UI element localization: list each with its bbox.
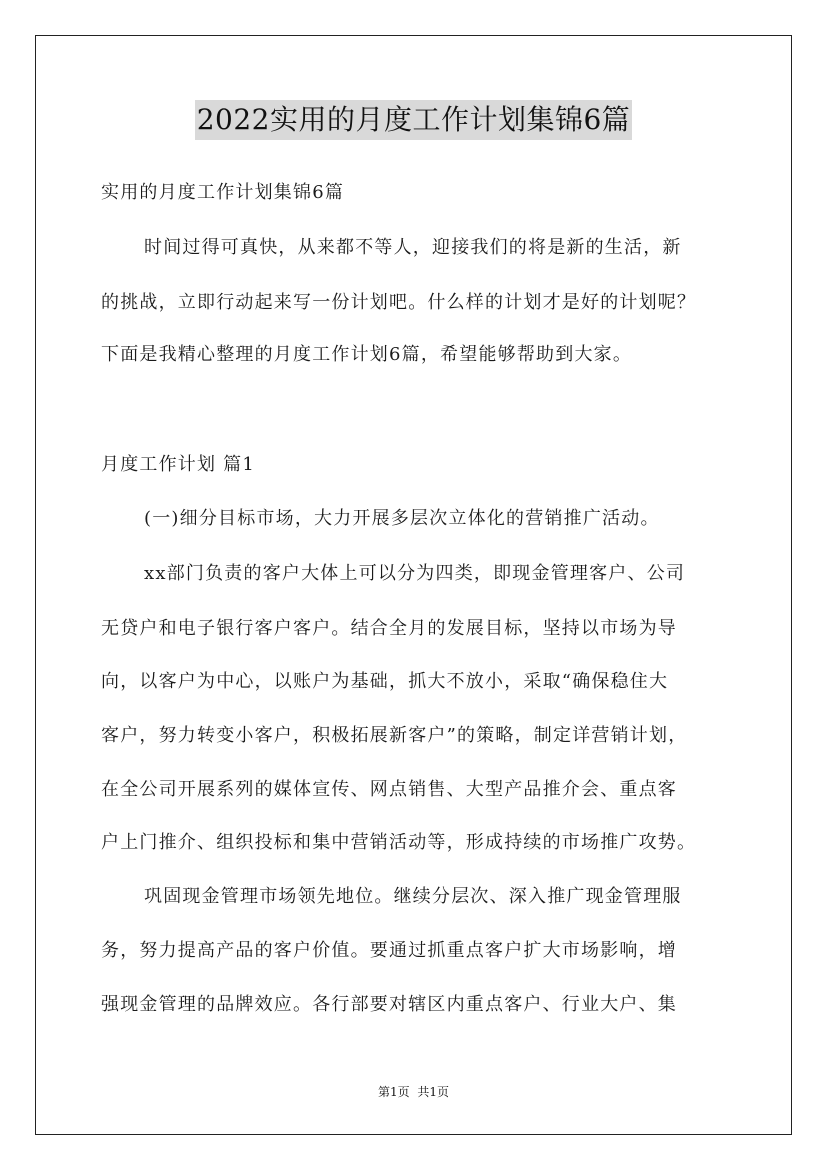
para1-line-3: 向，以客户为中心，以账户为基础，抓大不放小，采取“确保稳住大 <box>101 671 669 692</box>
page-number: 第1页 <box>377 1085 410 1099</box>
para1-line-2: 无贷户和电子银行客户客户。结合全月的发展目标，坚持以市场为导 <box>101 618 677 639</box>
page-total: 共1页 <box>417 1085 450 1099</box>
para1-line-5: 在全公司开展系列的媒体宣传、网点销售、大型产品推介会、重点客 <box>101 779 677 800</box>
document-title: 2022实用的月度工作计划集锦6篇 <box>195 100 633 140</box>
section-heading: 月度工作计划 篇1 <box>101 454 255 475</box>
document-subtitle: 实用的月度工作计划集锦6篇 <box>101 182 345 203</box>
page-footer <box>0 1084 827 1100</box>
item-heading: (一)细分目标市场，大力开展多层次立体化的营销推广活动。 <box>144 508 660 529</box>
para1-line-1: xx部门负责的客户大体上可以分为四类，即现金管理客户、公司 <box>144 563 686 584</box>
para2-line-2: 务，努力提高产品的客户价值。要通过抓重点客户扩大市场影响，增 <box>101 940 677 961</box>
title-container <box>0 100 827 140</box>
para1-line-6: 户上门推介、组织投标和集中营销活动等，形成持续的市场推广攻势。 <box>101 832 697 853</box>
intro-line-1: 时间过得可真快，从来都不等人，迎接我们的将是新的生活，新 <box>144 237 682 258</box>
intro-line-2: 的挑战，立即行动起来写一份计划吧。什么样的计划才是好的计划呢？ <box>101 292 697 313</box>
para1-line-4: 客户，努力转变小客户，积极拓展新客户”的策略，制定详营销计划， <box>101 725 688 746</box>
intro-line-3: 下面是我精心整理的月度工作计划6篇，希望能够帮助到大家。 <box>101 344 633 365</box>
para2-line-1: 巩固现金管理市场领先地位。继续分层次、深入推广现金管理服 <box>144 886 682 907</box>
para2-line-3: 强现金管理的品牌效应。各行部要对辖区内重点客户、行业大户、集 <box>101 994 677 1015</box>
